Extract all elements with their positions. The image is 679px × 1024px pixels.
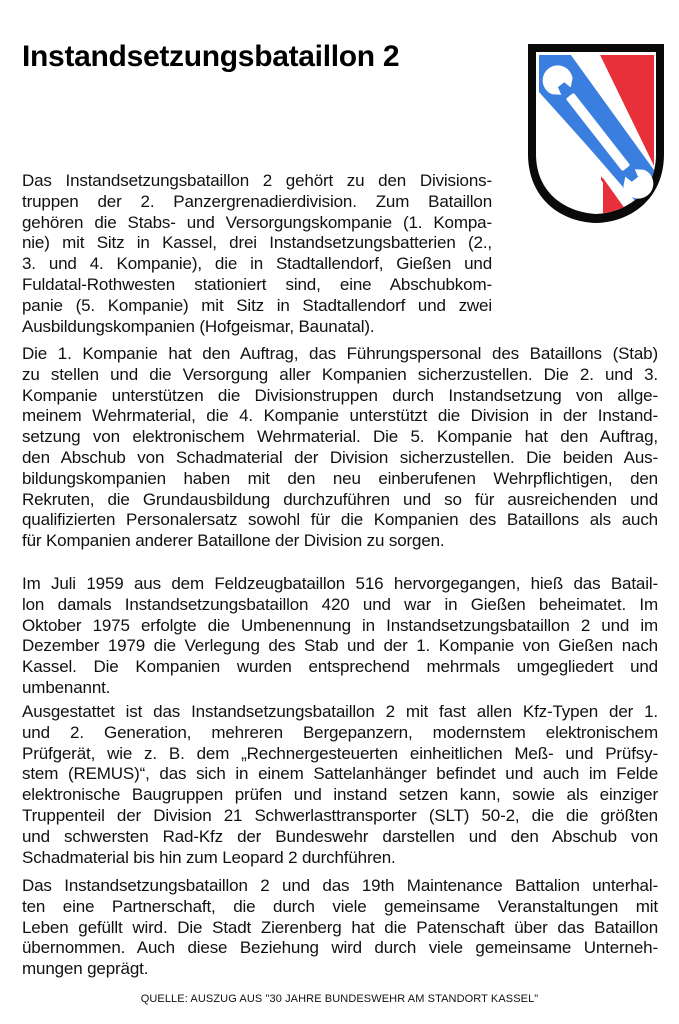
text-line: truppen der 2. Panzergrenadierdivision. Zum Bataillon <box>22 191 492 211</box>
text-line: ten eine Partnerschaft, die durch viele gemeinsame Veranstaltungen mit <box>22 896 658 916</box>
text-line: und schwersten Rad-Kfz der Bundeswehr darstellen und den Abschub von <box>22 826 658 846</box>
text-line: umbenannt. <box>22 677 111 697</box>
text-line: 3. und 4. Kompanie), die in Stadtallendorf, Gießen und <box>22 254 492 274</box>
text-line: meinem Wehrmaterial, die 4. Kompanie unterstützt die Division in der Instand- <box>22 406 658 426</box>
page-title: Instandsetzungsbataillon 2 <box>22 40 400 73</box>
text-line: setzung von elektronischem Wehrmaterial. Die 5. Kompanie hat den Auftrag, <box>22 427 658 447</box>
text-line: mungen geprägt. <box>22 959 149 979</box>
text-line: Dezember 1979 die Verlegung des Stab und der 1. Kompanie von Gießen nach <box>22 636 658 656</box>
paragraph-history <box>22 574 658 699</box>
text-line: Leben gefüllt wird. Die Stadt Zierenberg hat die Patenschaft über das Bataillon <box>22 917 658 937</box>
text-line: Rekruten, die Grundausbildung durchzuführen und so für ausreichenden und <box>22 489 658 509</box>
text-line: qualifizierten Personalersatz sowohl für die Kompanien des Bataillons als auch <box>22 510 658 530</box>
text-line: nie) mit Sitz in Kassel, drei Instandsetzungsbatterien (2., <box>22 233 492 253</box>
paragraph-equipment <box>22 702 658 868</box>
text-line: Ausgestattet ist das Instandsetzungsbataillon 2 mit fast allen Kfz-Typen der 1. <box>22 702 658 721</box>
paragraph-partnership <box>22 876 658 980</box>
text-line: zu stellen und die Versorgung aller Kompanien sicherzustellen. Die 2. und 3. <box>22 364 658 384</box>
text-line: stem (REMUS)“, das sich in einem Sattelanhänger befindet und auch im Felde <box>22 764 658 784</box>
text-line: Schadmaterial bis hin zum Leopard 2 durchführen. <box>22 847 396 867</box>
text-line: für Kompanien anderer Bataillone der Division zu sorgen. <box>22 531 445 551</box>
text-line: Kassel. Die Kompanien wurden entsprechend mehrmals umgegliedert und <box>22 657 658 677</box>
text-line: bildungskompanien haben mit den neu einberufenen Wehrpflichtigen, den <box>22 468 658 488</box>
text-line: und 2. Generation, mehreren Bergepanzern, modernstem elektronischem <box>22 722 658 742</box>
paragraph-tasks <box>22 344 658 552</box>
text-line: Fuldatal-Rothwesten stationiert sind, eine Abschubkom- <box>22 274 492 294</box>
unit-emblem-shield <box>526 42 666 224</box>
paragraph-intro <box>22 171 492 337</box>
text-line: Die 1. Kompanie hat den Auftrag, das Führungspersonal des Bataillons (Stab) <box>22 344 658 363</box>
text-line: übernommen. Auch diese Beziehung wird durch viele gemeinsame Unterneh- <box>22 938 658 958</box>
text-line: elektronische Baugruppen prüfen und instand setzen kann, sowie als einziger <box>22 785 658 805</box>
text-line: Oktober 1975 erfolgte die Umbenennung in Instandsetzungsbataillon 2 und im <box>22 615 658 635</box>
text-line: den Abschub von Schadmaterial der Division sicherzustellen. Die beiden Aus- <box>22 447 658 467</box>
text-line: lon damals Instandsetzungsbataillon 420 und war in Gießen beheimatet. Im <box>22 594 658 614</box>
text-line: Im Juli 1959 aus dem Feldzeugbataillon 516 hervorgegangen, hieß das Batail- <box>22 574 658 593</box>
text-line: Kompanie unterstützen die Divisionstruppen durch Instandsetzung von allge- <box>22 385 658 405</box>
text-line: Das Instandsetzungsbataillon 2 und das 19th Maintenance Battalion unterhal- <box>22 876 658 895</box>
text-line: Das Instandsetzungsbataillon 2 gehört zu den Divisions- <box>22 171 492 190</box>
text-line: gehören die Stabs- und Versorgungskompanie (1. Kompa- <box>22 212 492 232</box>
text-line: Ausbildungskompanien (Hofgeismar, Baunatal). <box>22 316 375 336</box>
text-line: Prüfgerät, wie z. B. dem „Rechnergesteuerten einheitlichen Meß- und Prüfsy- <box>22 743 658 763</box>
text-line: Truppenteil der Division 21 Schwerlasttransporter (SLT) 50-2, die die größten <box>22 805 658 825</box>
text-line: panie (5. Kompanie) mit Sitz in Stadtallendorf und zwei <box>22 295 492 315</box>
source-citation: QUELLE: AUSZUG AUS "30 JAHRE BUNDESWEHR AM STANDORT KASSEL" <box>140 993 539 1005</box>
